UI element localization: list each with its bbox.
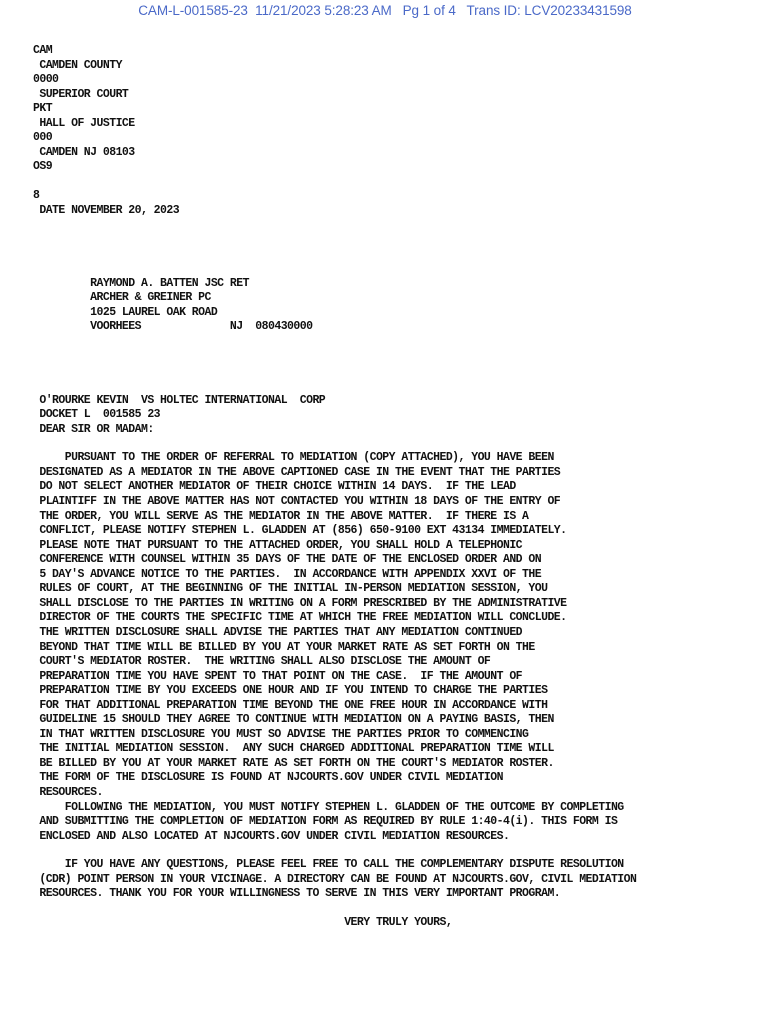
- body-line: FOR THAT ADDITIONAL PREPARATION TIME BEYOND THE ONE FREE HOUR IN ACCORDANCE WITH: [33, 698, 548, 712]
- body-line: SHALL DISCLOSE TO THE PARTIES IN WRITING ON A FORM PRESCRIBED BY THE ADMINISTRATIVE: [33, 596, 567, 610]
- address-line: PKT: [33, 102, 53, 116]
- closing-line: IF YOU HAVE ANY QUESTIONS, PLEASE FEEL FREE TO CALL THE COMPLEMENTARY DISPUTE RESOLUTION: [33, 858, 624, 872]
- address-line: 000: [33, 131, 53, 145]
- docket-number: DOCKET L 001585 23: [33, 408, 161, 422]
- recipient-line: ARCHER & GREINER PC: [33, 291, 211, 305]
- case-id: CAM-L-001585-23: [138, 3, 248, 18]
- body-line: RULES OF COURT, AT THE BEGINNING OF THE INITIAL IN-PERSON MEDIATION SESSION, YOU: [33, 582, 548, 596]
- header-date: 11/21/2023: [255, 3, 321, 18]
- document-header: [0, 3, 770, 18]
- body-line: IN THAT WRITTEN DISCLOSURE YOU MUST SO ADVISE THE PARTIES PRIOR TO COMMENCING: [33, 727, 529, 741]
- body-line: THE WRITTEN DISCLOSURE SHALL ADVISE THE PARTIES THAT ANY MEDIATION CONTINUED: [33, 625, 523, 639]
- body-line: GUIDELINE 15 SHOULD THEY AGREE TO CONTINUE WITH MEDIATION ON A PAYING BASIS, THEN: [33, 713, 554, 727]
- letter-date: DATE NOVEMBER 20, 2023: [33, 204, 180, 218]
- address-line: 0000: [33, 73, 59, 87]
- address-line: SUPERIOR COURT: [33, 87, 129, 101]
- body-line: PLAINTIFF IN THE ABOVE MATTER HAS NOT CONTACTED YOU WITHIN 18 DAYS OF THE ENTRY OF: [33, 495, 561, 509]
- body-line: PURSUANT TO THE ORDER OF REFERRAL TO MEDIATION (COPY ATTACHED), YOU HAVE BEEN: [33, 451, 554, 465]
- closing-line: RESOURCES. THANK YOU FOR YOUR WILLINGNESS TO SERVE IN THIS VERY IMPORTANT PROGRAM.: [33, 887, 561, 901]
- address-line: 8: [33, 189, 40, 203]
- address-block: [33, 44, 763, 219]
- address-line: CAM: [33, 44, 53, 57]
- header-time: 5:28:23 AM: [324, 3, 392, 18]
- recipient-line: VOORHEES NJ 080430000: [33, 320, 313, 334]
- address-line: OS9: [33, 160, 53, 174]
- body-line: RESOURCES.: [33, 785, 103, 799]
- body-line: DESIGNATED AS A MEDIATOR IN THE ABOVE CAPTIONED CASE IN THE EVENT THAT THE PARTIES: [33, 465, 561, 479]
- body-line: PREPARATION TIME BY YOU EXCEEDS ONE HOUR AND IF YOU INTEND TO CHARGE THE PARTIES: [33, 684, 548, 698]
- closing-line: (CDR) POINT PERSON IN YOUR VICINAGE. A DIRECTORY CAN BE FOUND AT NJCOURTS.GOV, CIVIL MEDIATION: [33, 872, 637, 886]
- body-line: THE INITIAL MEDIATION SESSION. ANY SUCH CHARGED ADDITIONAL PREPARATION TIME WILL: [33, 742, 554, 756]
- body-line: THE FORM OF THE DISCLOSURE IS FOUND AT NJCOURTS.GOV UNDER CIVIL MEDIATION: [33, 771, 503, 785]
- body-line: BEYOND THAT TIME WILL BE BILLED BY YOU AT YOUR MARKET RATE AS SET FORTH ON THE: [33, 640, 535, 654]
- body-line: CONFLICT, PLEASE NOTIFY STEPHEN L. GLADDEN AT (856) 650-9100 EXT 43134 IMMEDIATELY.: [33, 524, 567, 538]
- body-paragraphs: [33, 451, 763, 844]
- body-line: COURT'S MEDIATOR ROSTER. THE WRITING SHALL ALSO DISCLOSE THE AMOUNT OF: [33, 655, 491, 669]
- address-line: CAMDEN NJ 08103: [33, 145, 135, 159]
- body-line: CONFERENCE WITH COUNSEL WITHIN 35 DAYS OF THE DATE OF THE ENCLOSED ORDER AND ON: [33, 553, 542, 567]
- body-line: 5 DAY'S ADVANCE NOTICE TO THE PARTIES. IN ACCORDANCE WITH APPENDIX XXVI OF THE: [33, 567, 542, 581]
- address-line: [33, 175, 763, 190]
- body-line: PREPARATION TIME YOU HAVE SPENT TO THAT POINT ON THE CASE. IF THE AMOUNT OF: [33, 669, 523, 683]
- trans-id: Trans ID: LCV20233431598: [466, 3, 632, 18]
- body-line: PLEASE NOTE THAT PURSUANT TO THE ATTACHED ORDER, YOU SHALL HOLD A TELEPHONIC: [33, 538, 523, 552]
- salutation: DEAR SIR OR MADAM:: [33, 422, 154, 436]
- recipient-line: 1025 LAUREL OAK ROAD: [33, 305, 218, 319]
- case-caption: O'ROURKE KEVIN VS HOLTEC INTERNATIONAL CORP: [33, 393, 326, 407]
- body-line: ENCLOSED AND ALSO LOCATED AT NJCOURTS.GOV UNDER CIVIL MEDIATION RESOURCES.: [33, 829, 510, 843]
- page-indicator: Pg 1 of 4: [402, 3, 456, 18]
- recipient-block: [33, 277, 763, 335]
- address-line: HALL OF JUSTICE: [33, 116, 135, 130]
- body-line: DO NOT SELECT ANOTHER MEDIATOR OF THEIR CHOICE WITHIN 14 DAYS. IF THE LEAD: [33, 480, 516, 494]
- body-line: THE ORDER, YOU WILL SERVE AS THE MEDIATOR IN THE ABOVE MATTER. IF THERE IS A: [33, 509, 529, 523]
- recipient-line: RAYMOND A. BATTEN JSC RET: [33, 276, 249, 290]
- signoff: VERY TRULY YOURS,: [33, 915, 453, 929]
- letter-body: [33, 44, 763, 930]
- address-line: CAMDEN COUNTY: [33, 58, 122, 72]
- body-line: DIRECTOR OF THE COURTS THE SPECIFIC TIME AT WHICH THE FREE MEDIATION WILL CONCLUDE.: [33, 611, 567, 625]
- body-line: BE BILLED BY YOU AT YOUR MARKET RATE AS SET FORTH ON THE COURT'S MEDIATOR ROSTER.: [33, 756, 554, 770]
- body-line: FOLLOWING THE MEDIATION, YOU MUST NOTIFY STEPHEN L. GLADDEN OF THE OUTCOME BY COMPLETING: [33, 800, 624, 814]
- body-line: AND SUBMITTING THE COMPLETION OF MEDIATION FORM AS REQUIRED BY RULE 1:40-4(i). THIS FORM IS: [33, 815, 618, 829]
- caption-block: [33, 394, 763, 438]
- closing-paragraph: [33, 858, 763, 902]
